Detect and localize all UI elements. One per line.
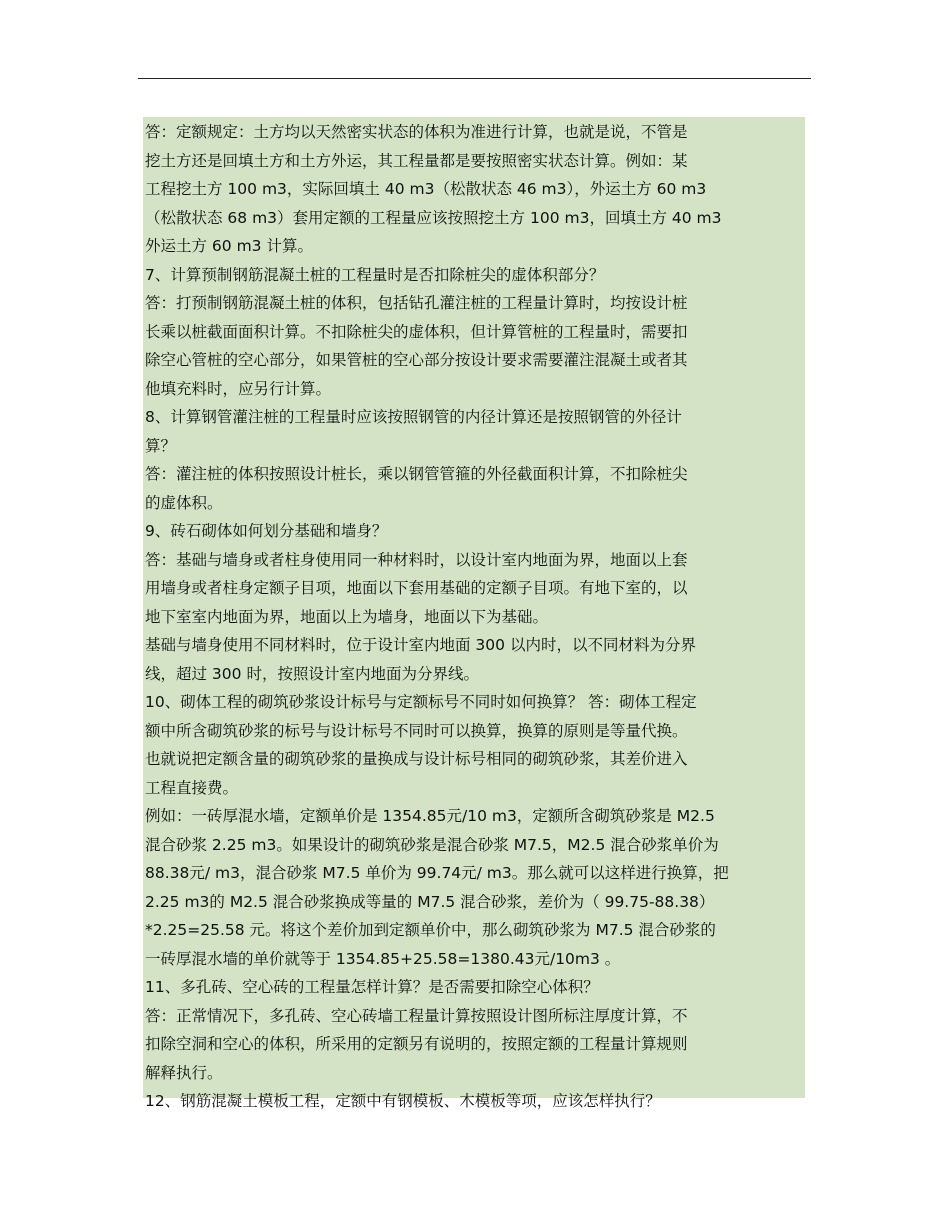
text-line: 除空心管桩的空心部分，如果管桩的空心部分按设计要求需要灌注混凝土或者其 [145, 351, 688, 369]
text-line: 答：正常情况下，多孔砖、空心砖墙工程量计算按照设计图所标注厚度计算，不 [145, 1006, 688, 1025]
text-line: 12、钢筋混凝土模板工程，定额中有钢模板、木模板等项，应该怎样执行？ [145, 1092, 661, 1110]
text-line: （松散状态 68 m3）套用定额的工程量应该按照挖土方 100 m3，回填土方 40 m3 [145, 208, 722, 227]
text-line: 线，超过 300 时，按照设计室内地面为分界线。 [145, 664, 479, 683]
text-line: 8、计算钢管灌注桩的工程量时应该按照钢管的内径计算还是按照钢管的外径计 [145, 408, 682, 426]
text-line: 10、砌体工程的砌筑砂浆设计标号与定额标号不同时如何换算？ 答：砌体工程定 [145, 693, 697, 711]
text-line: 答：基础与墙身或者柱身使用同一种材料时，以设计室内地面为界，地面以上套 [145, 550, 688, 569]
text-line: 2.25 m3的 M2.5 混合砂浆换成等量的 M7.5 混合砂浆，差价为（ 99.75-88.38） [145, 892, 715, 911]
text-line: 也就说把定额含量的砌筑砂浆的量换成与设计标号相同的砌筑砂浆，其差价进入 [145, 750, 688, 768]
text-line: *2.25=25.58 元。将这个差价加到定额单价中，那么砌筑砂浆为 M7.5 混合砂浆的 [145, 921, 716, 939]
text-line: 长乘以桩截面面积计算。不扣除桩尖的虚体积，但计算管桩的工程量时，需要扣 [145, 322, 688, 341]
text-line: 挖土方还是回填土方和土方外运，其工程量都是要按照密实状态计算。例如：某 [145, 151, 688, 170]
text-line: 88.38元/ m3，混合砂浆 M7.5 单价为 99.74元/ m3。那么就可以这样进行换算，把 [145, 864, 729, 882]
text-line: 答：灌注桩的体积按照设计桩长，乘以钢管管箍的外径截面积计算，不扣除桩尖 [145, 465, 688, 483]
text-line: 扣除空洞和空心的体积，所采用的定额另有说明的，按照定额的工程量计算规则 [145, 1035, 688, 1053]
text-line: 用墙身或者柱身定额子目项，地面以下套用基础的定额子目项。有地下室的，以 [145, 579, 688, 597]
text-line: 的虚体积。 [145, 493, 223, 512]
header-rule [138, 78, 811, 79]
text-line: 解释执行。 [145, 1063, 223, 1082]
text-line: 7、计算预制钢筋混凝土桩的工程量时是否扣除桩尖的虚体积部分？ [145, 265, 605, 284]
text-line: 地下室室内地面为界，地面以上为墙身，地面以下为基础。 [145, 607, 549, 626]
document-body [145, 118, 805, 1116]
text-line: 他填充料时，应另行计算。 [145, 379, 332, 398]
text-line: 11、多孔砖、空心砖的工程量怎样计算？是否需要扣除空心体积？ [145, 978, 599, 996]
text-line: 答：打预制钢筋混凝土桩的体积，包括钻孔灌注桩的工程量计算时，均按设计桩 [145, 294, 688, 312]
text-line: 额中所含砌筑砂浆的标号与设计标号不同时可以换算，换算的原则是等量代换。 [145, 721, 688, 740]
text-line: 算？ [145, 436, 177, 455]
text-line: 9、砖石砌体如何划分基础和墙身？ [145, 522, 388, 540]
text-line: 混合砂浆 2.25 m3。如果设计的砌筑砂浆是混合砂浆 M7.5，M2.5 混合砂浆单价为 [145, 835, 719, 854]
text-line: 工程挖土方 100 m3，实际回填土 40 m3（松散状态 46 m3），外运土方 60 m3 [145, 180, 707, 198]
text-line: 工程直接费。 [145, 778, 239, 797]
text-line: 一砖厚混水墙的单价就等于 1354.85+25.58=1380.43元/10m3 。 [145, 949, 621, 968]
text-line: 基础与墙身使用不同材料时，位于设计室内地面 300 以内时，以不同材料为分界 [145, 636, 696, 654]
text-line: 外运土方 60 m3 计算。 [145, 237, 313, 255]
text-line: 例如：一砖厚混水墙，定额单价是 1354.85元/10 m3，定额所含砌筑砂浆是 M2.5 [145, 807, 715, 825]
text-line: 答：定额规定：土方均以天然密实状态的体积为准进行计算，也就是说，不管是 [145, 123, 688, 141]
